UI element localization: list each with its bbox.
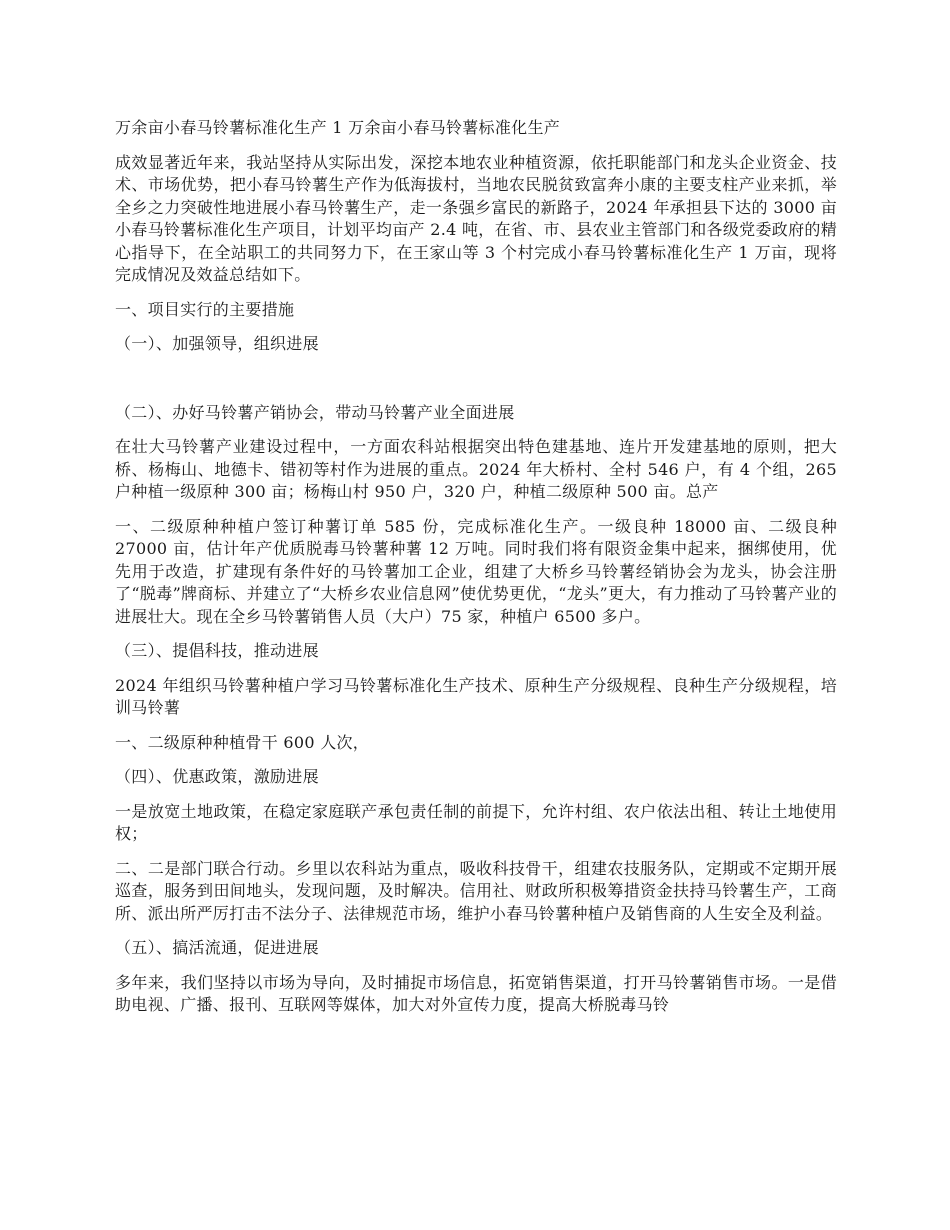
paragraph-training-count: 一、二级原种种植骨干 600 人次， <box>115 732 370 752</box>
subheading-technology: （三）、提倡科技，推动进展 <box>115 641 319 660</box>
paragraph-joint-action: 二、二是部门联合行动。乡里以农科站为重点，吸收科技骨干，组建农技服务队，定期或不定期开展巡查，服务到田间地头，发现问题，及时解决。信用社、财政所积极筹措资金扶持马铃薯生产，工商所、派出所严厉打击不法分子、法律规范市场，维护小春马铃薯种植户及销售商的人生安全及利益。 <box>115 858 837 923</box>
paragraph-training: 2024 年组织马铃薯种植户学习马铃薯标准化生产技术、原种生产分级规程、良种生产分级规程，培训马铃薯 <box>115 675 837 717</box>
paragraph-seed-orders: 一、二级原种种植户签订种薯订单 585 份，完成标准化生产。一级良种 18000 亩、二级良种 27000 亩，估计年产优质脱毒马铃薯种薯 12 万吨。同时我们将有限资金集中起来，捆绑使用，优先用于改造，扩建现有条件好的马铃薯加工企业，组建了大桥乡马铃薯经销协会为龙头，协会注册了“脱毒”牌商标、并建立了“大桥乡农业信息网”使优势更优，“龙头”更大，有力推动了马铃薯产业的进展壮大。现在全乡马铃薯销售人员（大户）75 家，种植户 6500 多户。 <box>115 516 837 626</box>
subheading-policy: （四）、优惠政策，激励进展 <box>115 767 319 786</box>
paragraph-base-building: 在壮大马铃薯产业建设过程中，一方面农科站根据突出特色建基地、连片开发建基地的原则，把大桥、杨梅山、地德卡、错初等村作为进展的重点。2024 年大桥村、全村 546 户，有 4 个组，265 户种植一级原种 300 亩；杨梅山村 950 户，320 户，种植二级原种 500 亩。总产 <box>115 437 837 501</box>
document-title: 万余亩小春马铃薯标准化生产 1 万余亩小春马铃薯标准化生产 <box>115 118 561 137</box>
section-heading-measures: 一、项目实行的主要措施 <box>115 299 295 319</box>
subheading-association: （二）、办好马铃薯产销协会，带动马铃薯产业全面进展 <box>115 402 515 422</box>
paragraph-land-policy: 一是放宽土地政策，在稳定家庭联产承包责任制的前提下，允许村组、农户依法出租、转让土地使用权； <box>115 801 837 843</box>
document-page <box>115 117 837 1029</box>
subheading-circulation: （五）、搞活流通，促进进展 <box>115 938 319 957</box>
blank-space <box>115 368 837 402</box>
paragraph-market: 多年来，我们坚持以市场为导向，及时捕捉市场信息，拓宽销售渠道，打开马铃薯销售市场。一是借助电视、广播、报刊、互联网等媒体，加大对外宣传力度，提高大桥脱毒马铃 <box>115 972 837 1014</box>
subheading-leadership: （一）、加强领导，组织进展 <box>115 334 319 353</box>
intro-paragraph: 成效显著近年来，我站坚持从实际出发，深挖本地农业种植资源，依托职能部门和龙头企业资金、技术、市场优势，把小春马铃薯生产作为低海拔村，当地农民脱贫致富奔小康的主要支柱产业来抓，举全乡之力突破性地进展小春马铃薯生产，走一条强乡富民的新路子，2024 年承担县下达的 3000 亩小春马铃薯标准化生产项目，计划平均亩产 2.4 吨，在省、市、县农业主管部门和各级党委政府的精心指导下，在全站职工的共同努力下，在王家山等 3 个村完成小春马铃薯标准化生产 1 万亩，现将完成情况及效益总结如下。 <box>115 152 837 284</box>
